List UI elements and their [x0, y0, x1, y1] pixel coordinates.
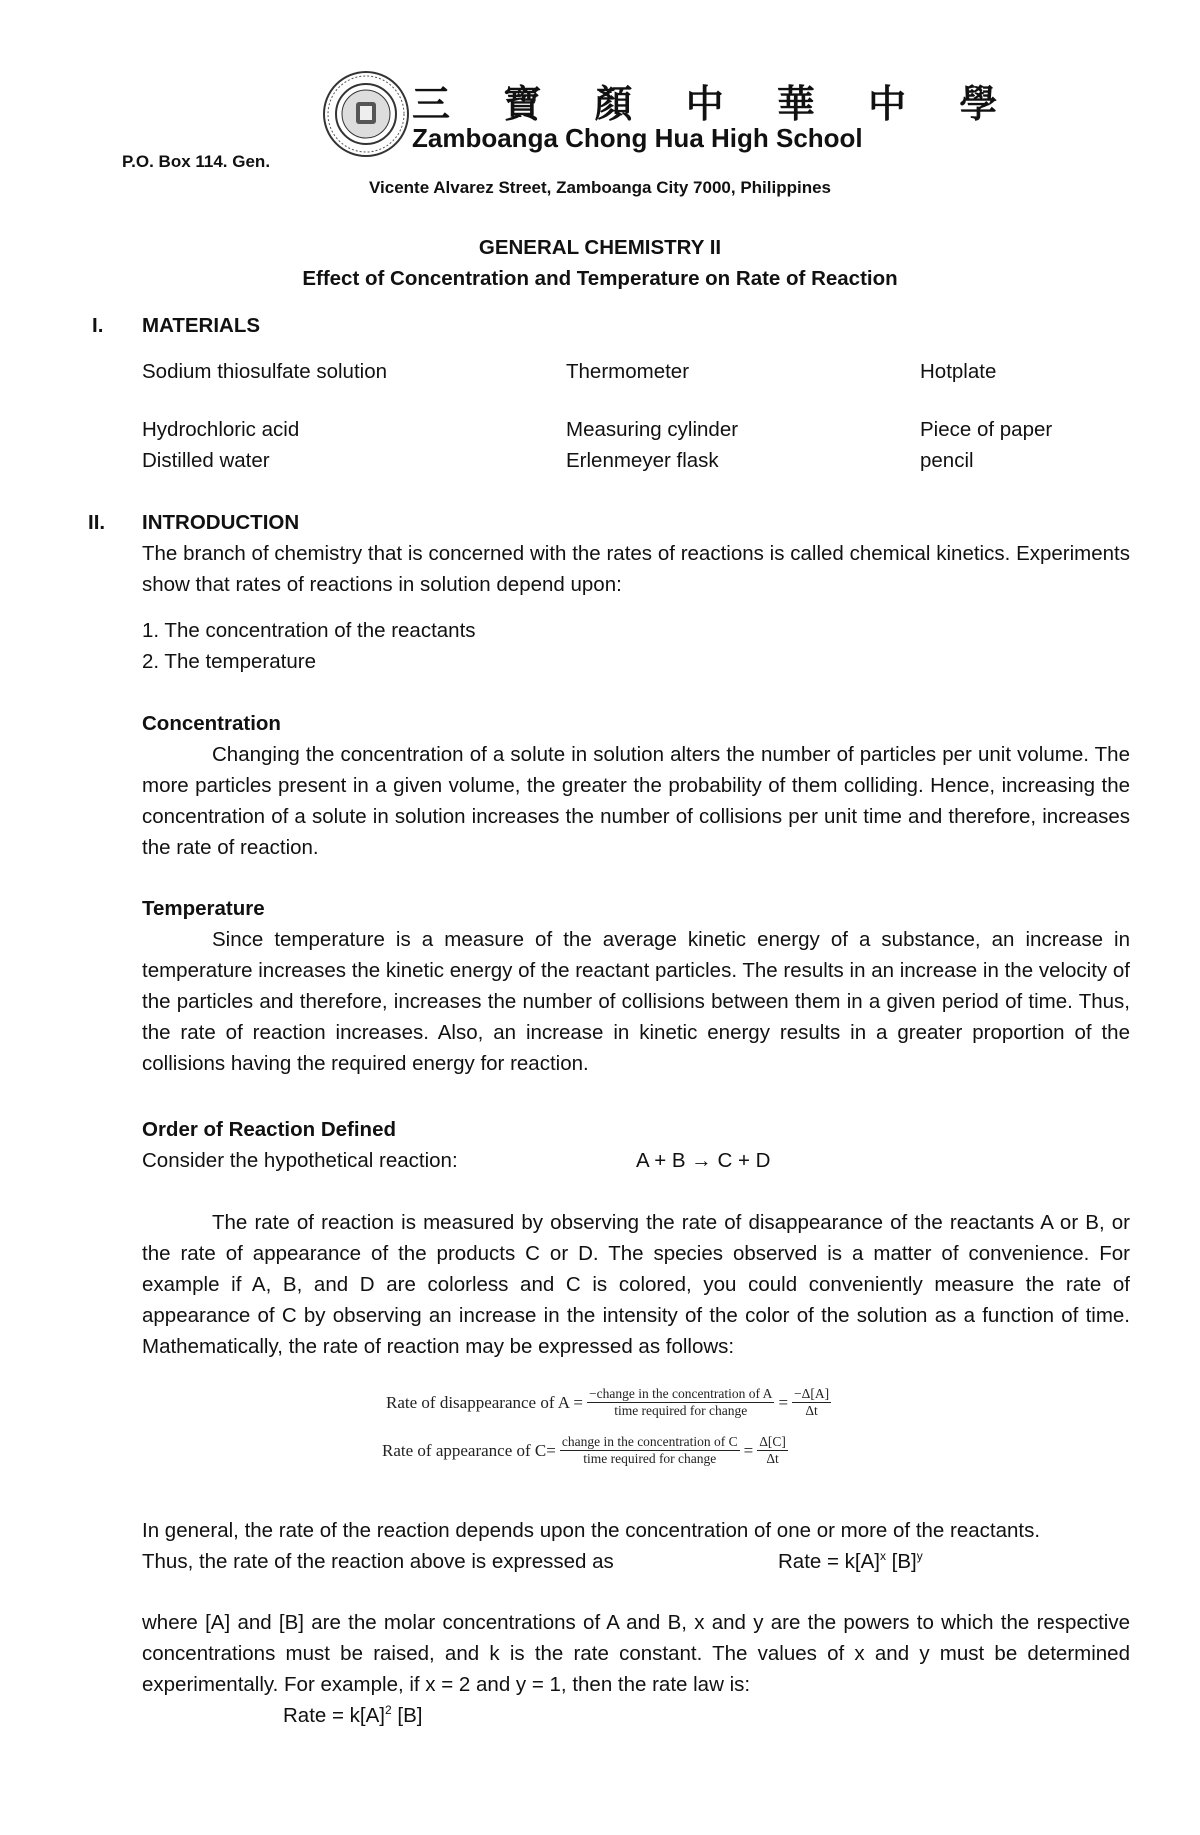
fraction [560, 1434, 740, 1467]
fraction-denominator: Δt [766, 1451, 779, 1466]
material-item: Distilled water [142, 449, 270, 472]
order-heading: Order of Reaction Defined [142, 1118, 397, 1141]
temperature-paragraph: Since temperature is a measure of the average kinetic energy of a substance, an increase in temperature increases the kinetic energy of the reactant particles. The results in an increase in the velocity of the particles and therefore, increases the number of collisions between them in a given period of time. Thus, the rate of reaction increases. Also, an increase in kinetic energy results in a greater proportion of the collisions having the required energy for reaction. [142, 928, 1130, 1075]
fraction [587, 1386, 774, 1419]
material-item: Hotplate [920, 360, 997, 383]
fraction-numerator: −change in the concentration of A [589, 1386, 773, 1401]
formula-label: Rate of appearance of C= [382, 1440, 556, 1460]
formula-appearance [382, 1434, 792, 1467]
school-name-english: Zamboanga Chong Hua High School [412, 123, 863, 153]
list-item: 1. The concentration of the reactants [142, 619, 476, 642]
fraction-numerator: −Δ[A] [794, 1386, 830, 1401]
introduction-paragraph: The branch of chemistry that is concerned with the rates of reactions is called chemical kinetics. Experiments show that rates of reactions in solution depend upon: [142, 542, 1130, 596]
example-rate-law: Rate = $k[A]^2$ [B] [283, 1703, 423, 1727]
po-box: P.O. Box 114. Gen. [122, 152, 271, 171]
formula-disappearance [386, 1386, 835, 1419]
school-seal-logo [322, 70, 410, 158]
where-paragraph: where [A] and [B] are the molar concentrations of A and B, x and y are the powers to which the respective concentrations must be raised, and k is the rate constant. The values of x and y must be determined experimentally. For example, if x = 2 and y = 1, then the rate law is: [142, 1611, 1130, 1696]
equals-sign: = [743, 1440, 754, 1460]
fraction-numerator: Δ[C] [759, 1434, 786, 1449]
section-number-introduction: II. [88, 511, 106, 534]
material-item: Thermometer [566, 360, 690, 383]
material-item: Piece of paper [920, 418, 1053, 441]
formula-label: Rate of disappearance of A = [386, 1392, 583, 1412]
list-item: 2. The temperature [142, 650, 316, 673]
equals-sign: = [778, 1392, 789, 1412]
general-text: In general, the rate of the reaction depends upon the concentration of one or more of the reactants. [142, 1519, 1041, 1542]
consider-text: Consider the hypothetical reaction: [142, 1149, 458, 1172]
activity-title: Effect of Concentration and Temperature on Rate of Reaction [302, 267, 898, 290]
introduction-heading: INTRODUCTION [142, 511, 300, 534]
fraction [757, 1434, 788, 1467]
fraction-denominator: time required for change [583, 1451, 717, 1466]
fraction-denominator: Δt [805, 1403, 818, 1418]
concentration-heading: Concentration [142, 712, 281, 735]
section-number-materials: I. [92, 314, 104, 337]
temperature-heading: Temperature [142, 897, 265, 920]
fraction [792, 1386, 831, 1419]
reaction-equation: A + B → C + D [636, 1149, 771, 1172]
material-item: Measuring cylinder [566, 418, 739, 441]
material-item: pencil [920, 449, 974, 472]
order-paragraph: The rate of reaction is measured by observing the rate of disappearance of the reactants A or B, or the rate of appearance of the products C or D. The species observed is a matter of convenience. For example if A, B, and D are colorless and C is colored, you could conveniently measure the rate of appearance of C by observing an increase in the intensity of the color of the solution as a function of time. Mathematically, the rate of reaction may be expressed as follows: [142, 1211, 1130, 1358]
material-item: Hydrochloric acid [142, 418, 300, 441]
course-title: GENERAL CHEMISTRY II [478, 236, 722, 259]
rate-law-equation: Rate = $k[A]^x$ $[B]^y$ [778, 1549, 923, 1573]
material-item: Erlenmeyer flask [566, 449, 719, 472]
concentration-paragraph: Changing the concentration of a solute in solution alters the number of particles per unit volume. The more particles present in a given volume, the greater the probability of them colliding. Hence, increasing the concentration of a solute in solution increases the number of collisions per unit time and therefore, increases the rate of reaction. [142, 743, 1130, 859]
school-name-chinese: 三 寶 顏 中 華 中 學 [412, 81, 1018, 126]
fraction-numerator: change in the concentration of C [561, 1434, 738, 1449]
fraction-denominator: time required for change [614, 1403, 748, 1418]
materials-heading: MATERIALS [142, 314, 261, 337]
thus-text: Thus, the rate of the reaction above is expressed as [142, 1550, 614, 1573]
school-address: Vicente Alvarez Street, Zamboanga City 7000, Philippines [369, 178, 831, 197]
material-item: Sodium thiosulfate solution [142, 360, 388, 383]
